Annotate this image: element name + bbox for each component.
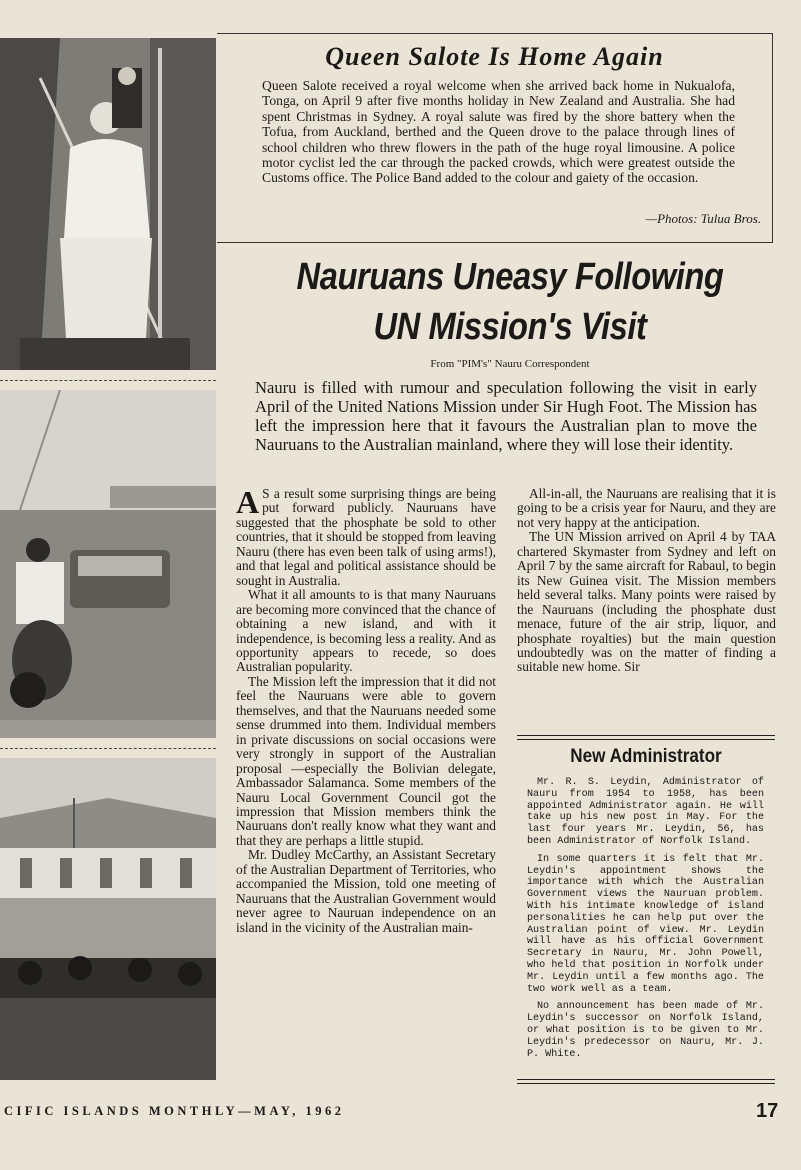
col1-paragraph-3: The Mission left the impression that it did not feel the Nauruans were able to govern themselves, and that the Nauruans needed some sense drummed into them. Individual members in private discussions on social occasions were very strongly in support of the Australian proposal —especially the Bolivian delegate, Ambassador Salamanca. Some members of the Nauru Local Government Council got the impression that Mission members think the Nauruans don't really know what they want and that they are perhaps a little stupid. [236, 673, 496, 848]
col1-paragraph-2: What it all amounts to is that many Nauruans are becoming more convinced that the chance of obtaining a new island, and with it independence, is becoming less a reality. And as opportunity appears to recede, so does Australian popularity. [236, 587, 496, 675]
photo-queen-illustration [0, 38, 216, 370]
photo-motorcycle-escort [0, 390, 216, 738]
sidebar-paragraph-3: No announcement has been made of Mr. Leydin's successor on Norfolk Island, or what position is to be given to Mr. Leydin's predecessor on Nauru, Mr. J. P. White. [527, 1001, 764, 1060]
photo-crowd-illustration [0, 758, 216, 1080]
main-headline-line2: UN Mission's Visit [373, 306, 647, 348]
photo-escort-illustration [0, 390, 216, 738]
sidebar-bottom-rule [517, 1083, 775, 1084]
article-column-1 [236, 484, 496, 935]
photo-credit: —Photos: Tulua Bros. [645, 211, 761, 226]
photo-customs-crowd [0, 758, 216, 1080]
col2-paragraph-1: All-in-all, the Nauruans are realising that it is going to be a crisis year for Nauru, and they are not very happy at the anticipation. [517, 486, 776, 530]
sidebar-title: New Administrator [570, 746, 722, 767]
sidebar-bottom-rule [517, 1079, 775, 1080]
lede-paragraph: Nauru is filled with rumour and speculation following the visit in early April of the United Nations Mission under Sir Hugh Foot. The Mission has left the impression here that it favours the Australian plan to move the Nauruans to the Australian mainland, where they will lose their identity. [255, 378, 757, 454]
drop-cap: A [236, 484, 260, 520]
photo-queen-on-gangway [0, 38, 216, 370]
queen-article-body: Queen Salote received a royal welcome when she arrived back home in Nukualofa, Tonga, on April 9 after five months holiday in New Zealand and Australia. She had spent Christmas in Sydney. A royal salute was fired by the shore battery when the Tofua, from Auckland, berthed and the Queen drove to the palace through lines of school children who threw flowers in the path of the huge royal limousine. A police motor cyclist led the car through the packed crowds, which were greatest outside the Customs office. The Police Band added to the colour and gaiety of the occasion. [262, 78, 735, 186]
running-footer: CIFIC ISLANDS MONTHLY—MAY, 1962 [4, 1104, 345, 1118]
page-number: 17 [756, 1100, 779, 1122]
queen-article-title: Queen Salote Is Home Again [325, 42, 664, 71]
sidebar-paragraph-2: In some quarters it is felt that Mr. Leydin's appointment shows the importance with which the Australian Government views the Nauruan problem. With his intimate knowledge of island personalities he can help put over the Australian point of view. Mr. Leydin will have as his official Government Secretary in Nauru, Mr. John Powell, who held that position in Norfolk under Mr. Leydin until a few months ago. The two work well as a team. [527, 853, 764, 995]
col1-paragraph-1: A S a result some surprising things are being put forward publicly. Nauruans have suggested that the phosphate be sold to other countries, that it should be stopped from leaving Nauru (there has even been talk of using arms!), and that legal and political assistance should be sought in Australia. [236, 484, 496, 588]
col1-paragraph-4: Mr. Dudley McCarthy, an Assistant Secretary of the Australian Department of Territories, who accompanied the Mission, told one meeting of Nauruans that the Australian Government would never agree to Nauruan independence on an island in the vicinity of the Australian main- [236, 847, 496, 935]
sidebar-paragraph-1: Mr. R. S. Leydin, Administrator of Nauru from 1954 to 1958, has been appointed Administrator again. He will take up his new post in May. For the last four years Mr. Leydin, 56, has been Administrator of Norfolk Island. [527, 777, 764, 847]
sidebar-top-rule [517, 735, 775, 736]
byline: From "PIM's" Nauru Correspondent [430, 358, 590, 370]
sidebar-top-rule [517, 739, 775, 740]
photo-divider [0, 380, 216, 381]
photo-divider [0, 748, 216, 749]
col2-paragraph-2: The UN Mission arrived on April 4 by TAA chartered Skymaster from Sydney and left on April 7 by the same aircraft for Rabaul, to begin its New Guinea visit. The Mission members held several talks. Many points were raised by the Nauruans (including the phosphate dust menace, future of the air strip, liquor, and phosphate royalties) but the main question undoubtedly was on the matter of finding a suitable new home. Sir [517, 529, 776, 675]
main-headline-line1: Nauruans Uneasy Following [296, 256, 724, 298]
article-column-2 [517, 487, 776, 675]
sidebar-body [527, 777, 764, 1066]
